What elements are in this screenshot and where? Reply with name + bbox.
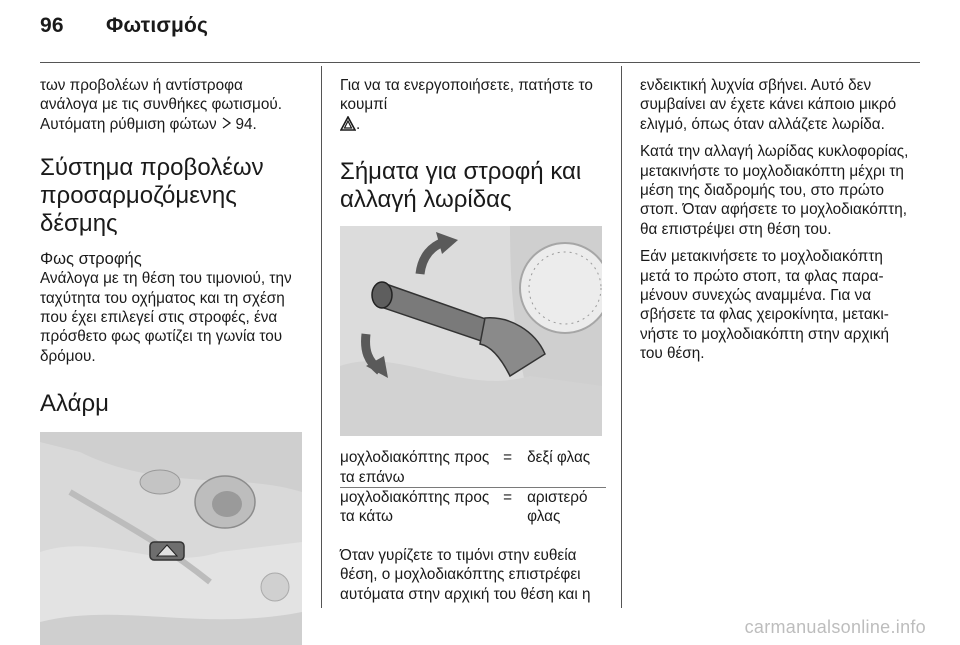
legend-equals: = — [503, 449, 512, 467]
header-rule — [40, 62, 920, 63]
legend-desc: δεξί φλας — [527, 449, 591, 467]
column-right — [640, 76, 914, 364]
hazard-triangle-icon — [340, 116, 356, 136]
column-divider-2 — [621, 66, 622, 608]
heading-adaptive-lighting: Σύστημα προβολέων προσαρμοζόμενης δέσμης — [40, 154, 264, 238]
legend-row-down — [340, 488, 606, 527]
hazard-paragraph — [340, 76, 606, 136]
legend-term: μοχλοδιακόπτης προς τα κάτω — [340, 488, 503, 527]
intro-line-1: των προβολέων ή αντίστροφα — [40, 77, 243, 94]
intro-line-3: Αυτόματη ρύθμιση φώτων — [40, 115, 217, 133]
column-middle — [340, 76, 606, 604]
paragraph-indicator: ενδεικτική λυχνία σβήνει. Αυτό δεν συμβαίνει αν έχετε κάνει κάποιο μικρό ελιγμό, όπως όταν αλλάζετε λωρίδα. — [640, 77, 897, 133]
figure-overhead-console — [40, 432, 302, 645]
paragraph-manual-cancel: Εάν μετακινήσετε το μοχλοδιακόπτη μετά το πρώτο στοπ, τα φλας παραμένουν συνεχώς αναμμένα. Για να σβήσετε τα φλας χειροκίνητα, μετακινήστε το μοχλοδιακόπτη στην αρχική του θέση. — [640, 248, 890, 363]
column-divider-1 — [321, 66, 322, 608]
hazard-text-end: . — [356, 115, 361, 133]
heading-turn-signals: Σήματα για στροφή και αλλαγή λωρίδας — [340, 158, 582, 214]
page-header — [40, 14, 208, 38]
page-number: 96 — [40, 14, 64, 37]
intro-line-2: ανάλογα με τις συνθήκες φωτισμού. — [40, 96, 282, 114]
legend-equals: = — [503, 488, 527, 527]
subheading-cornering-light: Φως στροφής — [40, 250, 142, 269]
heading-hazard: Αλάρμ — [40, 390, 109, 418]
figure-turn-signal-stalk — [340, 226, 602, 436]
cornering-paragraph: Ανάλογα με τη θέση του τιμονιού, την ταχύτητα του οχήματος και τη σχέση που έχει επιλεγεί στις στροφές, ένα πρόσθετο φως φωτίζει τη γωνία του δρόμου. — [40, 270, 292, 365]
column-left — [40, 76, 306, 645]
intro-paragraph — [40, 76, 306, 134]
arrow-ref-icon — [221, 117, 236, 132]
legend-desc: αριστερό φλας — [527, 488, 606, 527]
paragraph-lane-change: Κατά την αλλαγή λωρίδας κυκλοφορίας, μετακινήστε το μοχλοδιακόπτη μέχρι τη μέση της διαδρομής του, στο πρώτο στοπ. Όταν αφήσετε το μοχλοδιακόπτη, θα επιστρέψει στη θέση του. — [640, 143, 909, 238]
hazard-text: Για να τα ενεργοποιήσετε, πατήστε το κουμπί — [340, 77, 593, 114]
watermark: carmanualsonline.info — [744, 617, 926, 637]
legend-term: μοχλοδιακόπτης προς τα επάνω — [340, 449, 490, 486]
page-title: Φωτισμός — [106, 14, 209, 37]
legend-row-up — [340, 448, 606, 487]
stalk-legend — [340, 448, 606, 527]
after-legend-paragraph: Όταν γυρίζετε το τιμόνι στην ευθεία θέση, ο μοχλοδιακόπτης επιστρέφει αυτόματα στην αρχική του θέση και η — [340, 546, 591, 603]
intro-ref-page[interactable]: 94. — [235, 115, 257, 133]
